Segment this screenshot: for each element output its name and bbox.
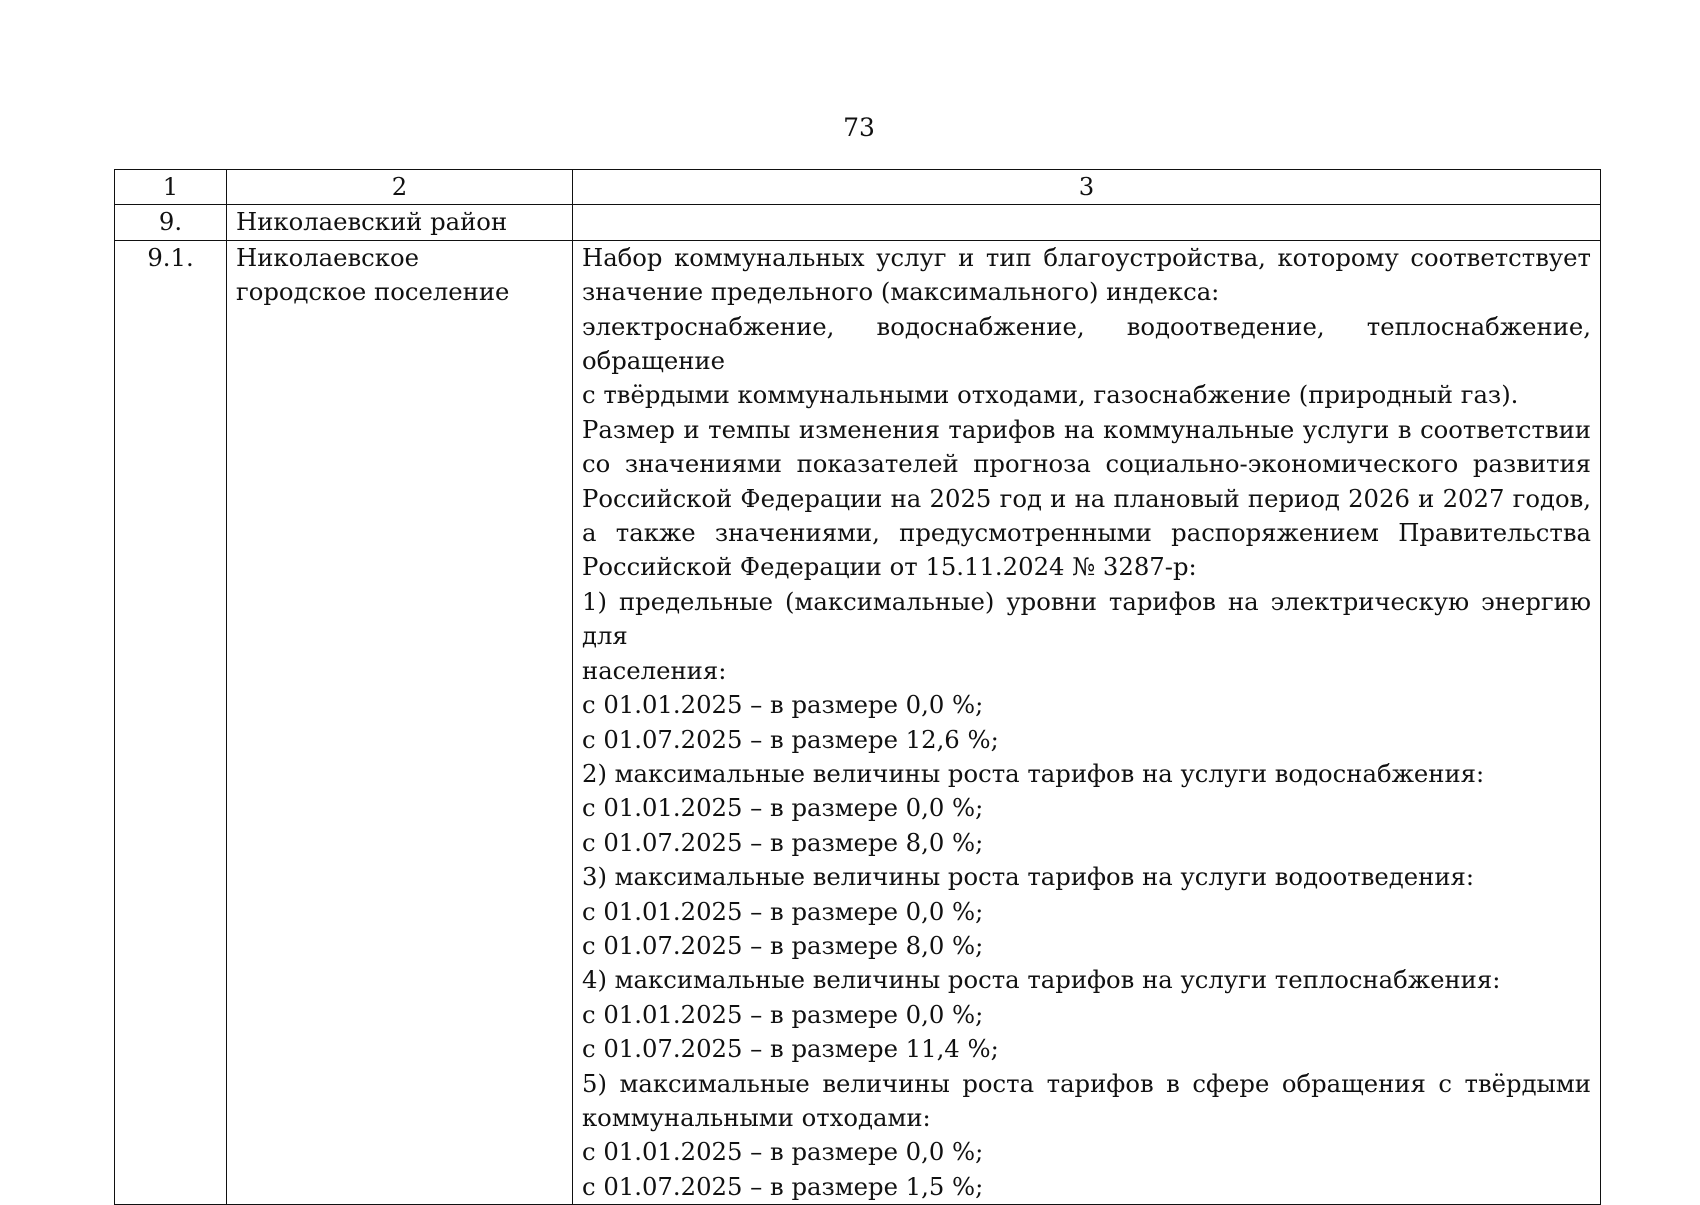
section-name: Николаевский район bbox=[227, 205, 573, 240]
column-header-3: 3 bbox=[573, 170, 1601, 205]
content-line: с 01.01.2025 – в размере 0,0 %; bbox=[582, 793, 984, 823]
settlement-name bbox=[227, 240, 573, 1204]
content-line: со значениями показателей прогноза социально-экономического развития bbox=[582, 449, 1591, 479]
content-line: коммунальными отходами: bbox=[582, 1102, 931, 1132]
settlement-name-line: городское поселение bbox=[236, 277, 510, 307]
content-line: Размер и темпы изменения тарифов на коммунальные услуги в соответствии bbox=[582, 414, 1591, 444]
content-line: с 01.07.2025 – в размере 12,6 %; bbox=[582, 724, 999, 754]
content-line: с 01.07.2025 – в размере 8,0 %; bbox=[582, 930, 984, 960]
content-line: 5) максимальные величины роста тарифов в сфере обращения с твёрдыми bbox=[582, 1068, 1591, 1098]
content-line: с 01.01.2025 – в размере 0,0 %; bbox=[582, 896, 984, 926]
section-content bbox=[573, 205, 1601, 240]
settlement-name-line: Николаевское bbox=[236, 242, 419, 272]
row-number: 9.1. bbox=[115, 240, 227, 1204]
content-line: с 01.07.2025 – в размере 8,0 %; bbox=[582, 827, 984, 857]
content-line: 4) максимальные величины роста тарифов на услуги теплоснабжения: bbox=[582, 965, 1501, 995]
content-line: 1) предельные (максимальные) уровни тарифов на электрическую энергию для bbox=[582, 586, 1591, 651]
tariff-description bbox=[573, 240, 1601, 1204]
tariff-table bbox=[114, 169, 1601, 1205]
column-header-1: 1 bbox=[115, 170, 227, 205]
content-line: с 01.01.2025 – в размере 0,0 %; bbox=[582, 999, 984, 1029]
content-line: электроснабжение, водоснабжение, водоотведение, теплоснабжение, обращение bbox=[582, 311, 1591, 376]
table-row bbox=[115, 240, 1601, 1204]
content-line: с 01.07.2025 – в размере 1,5 %; bbox=[582, 1171, 984, 1201]
column-header-2: 2 bbox=[227, 170, 573, 205]
content-line: населения: bbox=[582, 655, 727, 685]
content-line: а также значениями, предусмотренными распоряжением Правительства bbox=[582, 518, 1591, 548]
table-header-row bbox=[115, 170, 1601, 205]
content-line: 3) максимальные величины роста тарифов на услуги водоотведения: bbox=[582, 862, 1475, 892]
content-line: с 01.07.2025 – в размере 11,4 %; bbox=[582, 1034, 999, 1064]
content-line: 2) максимальные величины роста тарифов на услуги водоснабжения: bbox=[582, 758, 1485, 788]
content-line: с 01.01.2025 – в размере 0,0 %; bbox=[582, 690, 984, 720]
content-line: с твёрдыми коммунальными отходами, газоснабжение (природный газ). bbox=[582, 380, 1519, 410]
section-number: 9. bbox=[115, 205, 227, 240]
page-number: 73 bbox=[843, 113, 875, 142]
content-line: с 01.01.2025 – в размере 0,0 %; bbox=[582, 1137, 984, 1167]
section-row bbox=[115, 205, 1601, 240]
content-line: Российской Федерации на 2025 год и на плановый период 2026 и 2027 годов, bbox=[582, 483, 1591, 513]
content-line: Набор коммунальных услуг и тип благоустройства, которому соответствует bbox=[582, 242, 1591, 272]
content-line: значение предельного (максимального) индекса: bbox=[582, 277, 1220, 307]
content-line: Российской Федерации от 15.11.2024 № 3287-р: bbox=[582, 552, 1197, 582]
